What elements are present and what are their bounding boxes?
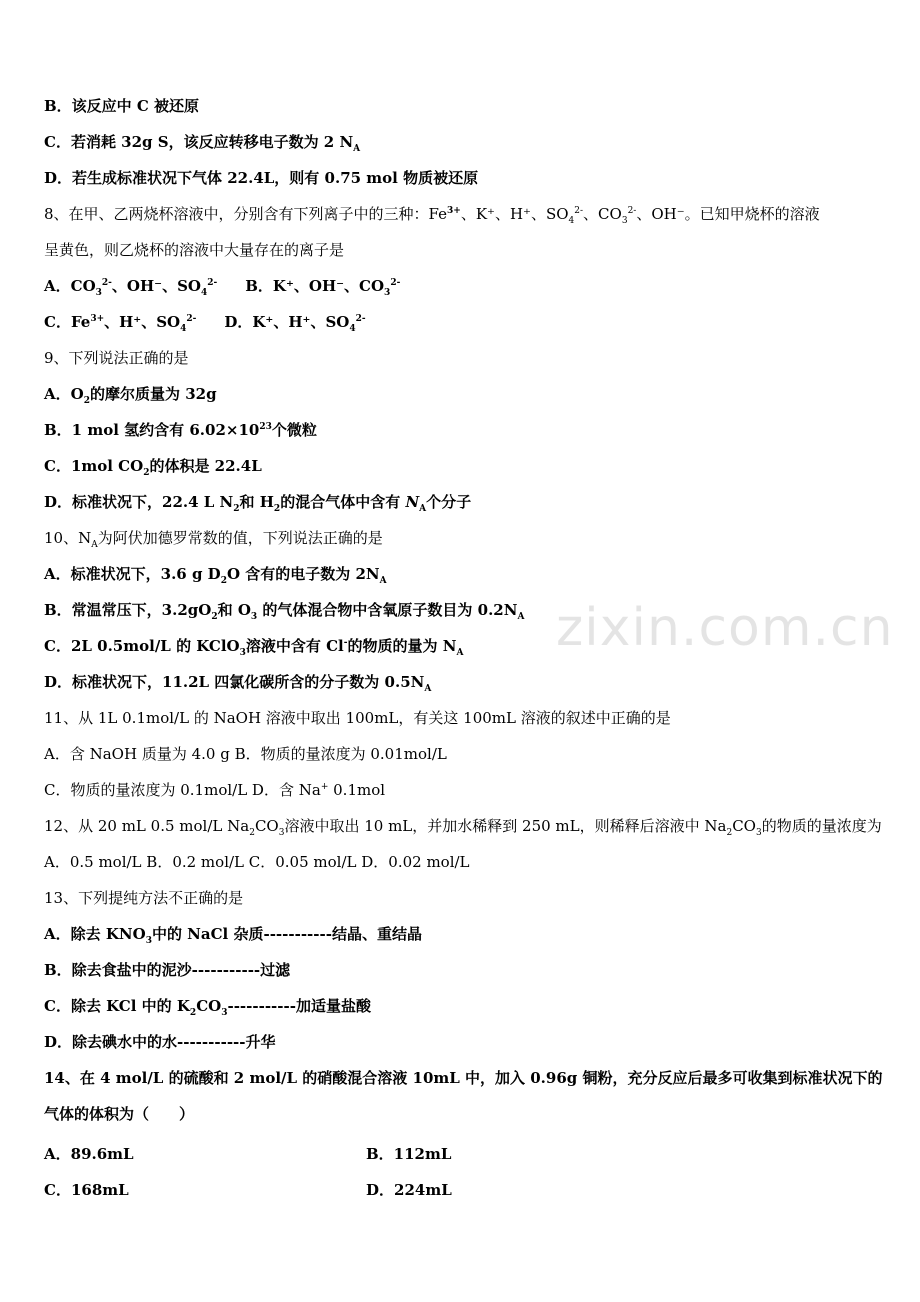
q12-stem: 12、从 20 mL 0.5 mol/L $Na_2CO_3$溶液中取出 10 mL，并加水稀释到 250 mL，则稀释后溶液中 $Na_2CO_3$的物质的量浓度为 xyxy=(44,817,882,838)
q9-stem: 9、下列说法正确的是 xyxy=(44,349,189,367)
q10-stem: 10、$N_A$为阿伏加德罗常数的值，下列说法正确的是 xyxy=(44,529,383,550)
q9-option-c: C．1mol $CO_2$的体积是 22.4L xyxy=(44,457,262,478)
q9-option-a: A．$O_2$的摩尔质量为 32g xyxy=(44,385,217,406)
q14-option-b: B．112mL xyxy=(366,1145,452,1163)
q8-stem-cont: 呈黄色，则乙烧杯的溶液中大量存在的离子是 xyxy=(44,241,345,259)
q10-option-d: D．标准状况下，11.2L 四氯化碳所含的分子数为 $0.5N_A$ xyxy=(44,673,432,694)
q9-option-b: B．1 mol 氢约含有 $6.02\times 10^{23}$个微粒 xyxy=(44,421,317,439)
q7-option-d: D．若生成标准状况下气体 22.4L，则有 0.75 mol 物质被还原 xyxy=(44,169,479,187)
q10-option-a: A．标准状况下，3.6 g $D_2O$ 含有的电子数为 $2N_A$ xyxy=(44,565,387,586)
q8-options-ab: A．$CO_3^{2-}$、OH⁻、$SO_4^{2-}$ B．K⁺、OH⁻、$CO_3^{2-}$ xyxy=(44,277,401,298)
q7-option-b: B．该反应中 C 被还原 xyxy=(44,97,200,115)
q14-stem: 14、在 4 mol/L 的硫酸和 2 mol/L 的硝酸混合溶液 10mL 中，加入 0.96g 铜粉，充分反应后最多可收集到标准状况下的 xyxy=(44,1069,883,1087)
q8-stem: 8、在甲、乙两烧杯溶液中，分别含有下列离子中的三种：$Fe^{3+}$、K⁺、H⁺、$SO_4^{2-}$、$CO_3^{2-}$、OH⁻。已知甲烧杯的溶液 xyxy=(44,205,820,226)
q13-option-d: D．除去碘水中的水-----------升华 xyxy=(44,1033,276,1051)
q13-option-a: A．除去 $KNO_3$中的 NaCl 杂质-----------结晶、重结晶 xyxy=(44,925,422,946)
q10-option-b: B．常温常压下，$3.2gO_2$和 $O_3$ 的气体混合物中含氧原子数目为 $0.2N_A$ xyxy=(44,601,525,622)
q7-option-c: C．若消耗 32g S，该反应转移电子数为 2 $N_A$ xyxy=(44,133,361,154)
q8-options-cd: C．$Fe^{3+}$、H⁺、$SO_4^{2-}$ D．K⁺、H⁺、$SO_4^{2-}$ xyxy=(44,313,366,334)
q14-option-c: C．168mL xyxy=(44,1181,129,1199)
q14-option-a: A．89.6mL xyxy=(44,1145,134,1163)
q11-options-ab: A．含 NaOH 质量为 4.0 g B．物质的量浓度为 0.01mol/L xyxy=(44,745,447,763)
q9-option-d: D．标准状况下，22.4 L $N_2$和 $H_2$的混合气体中含有 $N_A$个分子 xyxy=(44,493,472,514)
q11-stem: 11、从 1L 0.1mol/L 的 NaOH 溶液中取出 100mL，有关这 100mL 溶液的叙述中正确的是 xyxy=(44,709,671,727)
watermark: zixin.com.cn xyxy=(556,598,894,658)
q12-options: A．0.5 mol/L B．0.2 mol/L C．0.05 mol/L D．0.02 mol/L xyxy=(44,853,470,871)
q11-options-cd: C．物质的量浓度为 0.1mol/L D．含 Na+ 0.1mol xyxy=(44,781,386,799)
q14-option-d: D．224mL xyxy=(366,1181,452,1199)
q10-option-c: C．2L 0.5mol/L 的 KClO$_3$溶液中含有 Cl-的物质的量为 $N_A$ xyxy=(44,637,464,658)
q14-stem-cont: 气体的体积为（ ） xyxy=(44,1105,195,1123)
q13-stem: 13、下列提纯方法不正确的是 xyxy=(44,889,244,907)
q13-option-b: B．除去食盐中的泥沙-----------过滤 xyxy=(44,961,291,979)
q13-option-c: C．除去 KCl 中的 $K_2CO_3-----------$加适量盐酸 xyxy=(44,997,371,1018)
